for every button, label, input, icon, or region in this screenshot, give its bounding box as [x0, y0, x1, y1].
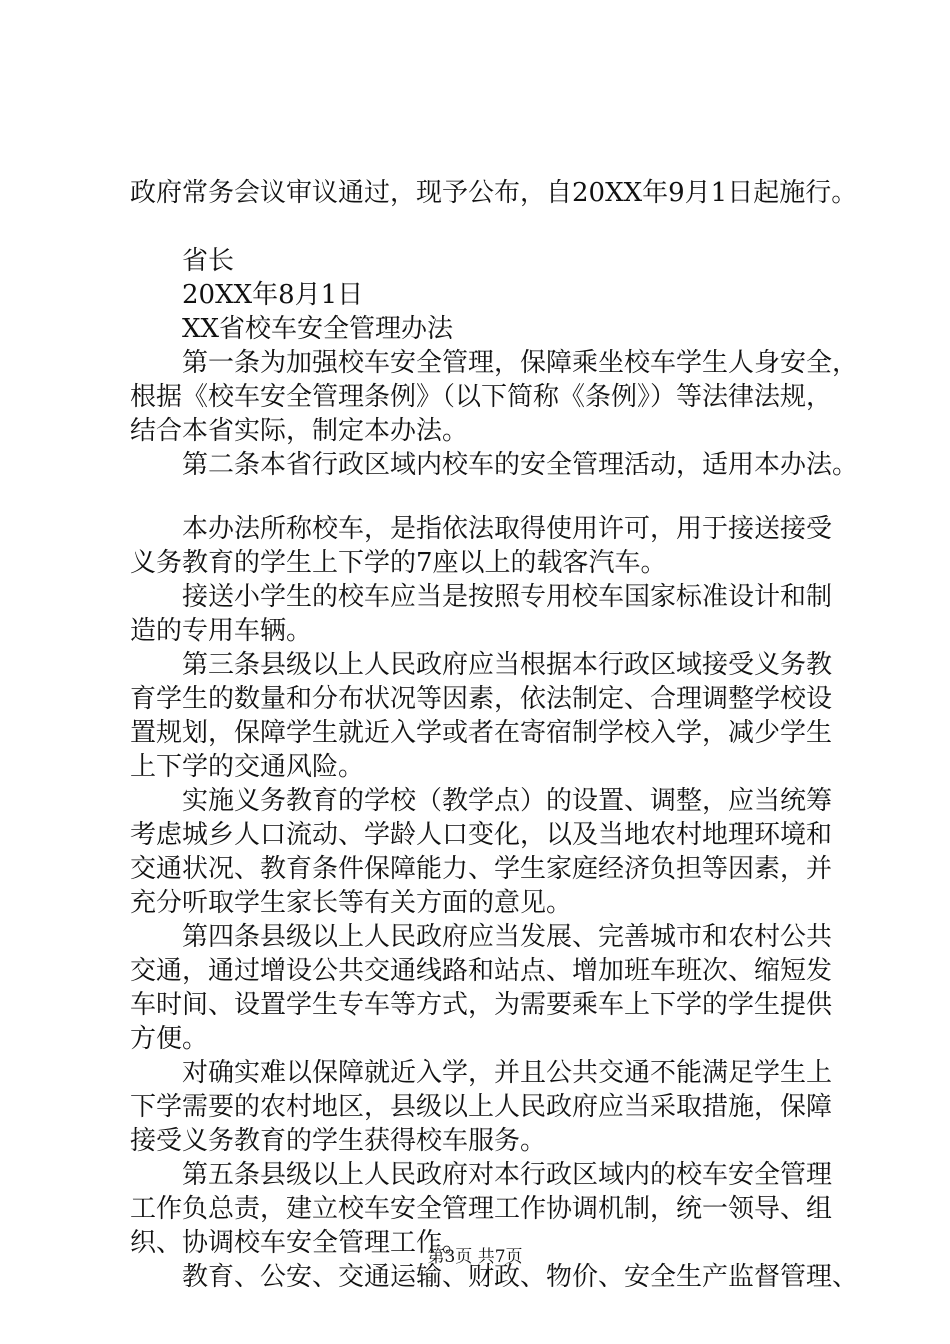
text-line: 育学生的数量和分布状况等因素，依法制定、合理调整学校设	[130, 684, 833, 714]
text-line: 下学需要的农村地区，县级以上人民政府应当采取措施，保障	[130, 1092, 833, 1122]
signing-date: 20XX年8月1日	[182, 280, 364, 310]
text-line: 置规划，保障学生就近入学或者在寄宿制学校入学，减少学生	[130, 718, 833, 748]
text-line: 教育、公安、交通运输、财政、物价、安全生产监督管理、	[182, 1262, 859, 1292]
text-line: 本办法所称校车，是指依法取得使用许可，用于接送接受	[182, 514, 833, 544]
text-line: 充分听取学生家长等有关方面的意见。	[130, 888, 573, 918]
text-line: 工作负总责，建立校车安全管理工作协调机制，统一领导、组	[130, 1194, 833, 1224]
text-line: 接送小学生的校车应当是按照专用校车国家标准设计和制	[182, 582, 833, 612]
document-body	[130, 176, 859, 1294]
text-line: 上下学的交通风险。	[130, 752, 365, 782]
text-line: 实施义务教育的学校（教学点）的设置、调整，应当统筹	[182, 786, 833, 816]
regulation-title: XX省校车安全管理办法	[182, 314, 454, 344]
text-line: 对确实难以保障就近入学，并且公共交通不能满足学生上	[182, 1058, 833, 1088]
text-line: 义务教育的学生上下学的7座以上的载客汽车。	[130, 548, 667, 578]
text-line: 接受义务教育的学生获得校车服务。	[130, 1126, 547, 1156]
text-line: 结合本省实际，制定本办法。	[130, 416, 469, 446]
text-line: 第二条本省行政区域内校车的安全管理活动，适用本办法。	[182, 450, 859, 480]
text-line: 第四条县级以上人民政府应当发展、完善城市和农村公共	[182, 922, 833, 952]
text-line: 织、协调校车安全管理工作。	[130, 1228, 469, 1258]
text-line: 第五条县级以上人民政府对本行政区域内的校车安全管理	[182, 1160, 833, 1190]
text-line: 第一条为加强校车安全管理，保障乘坐校车学生人身安全，	[182, 348, 859, 378]
text-line: 方便。	[130, 1024, 209, 1054]
text-line: 第三条县级以上人民政府应当根据本行政区域接受义务教	[182, 650, 833, 680]
signer-title: 省长	[182, 246, 235, 276]
text-line: 政府常务会议审议通过，现予公布，自20XX年9月1日起施行。	[130, 178, 858, 208]
page-footer	[0, 1246, 950, 1268]
text-line: 车时间、设置学生专车等方式，为需要乘车上下学的学生提供	[130, 990, 833, 1020]
page-number: 第3页 共7页	[427, 1247, 523, 1267]
text-line: 造的专用车辆。	[130, 616, 313, 646]
text-line: 考虑城乡人口流动、学龄人口变化，以及当地农村地理环境和	[130, 820, 833, 850]
text-line: 根据《校车安全管理条例》（以下简称《条例》）等法律法规，	[130, 382, 833, 412]
text-line: 交通状况、教育条件保障能力、学生家庭经济负担等因素，并	[130, 854, 833, 884]
text-line: 交通，通过增设公共交通线路和站点、增加班车班次、缩短发	[130, 956, 833, 986]
